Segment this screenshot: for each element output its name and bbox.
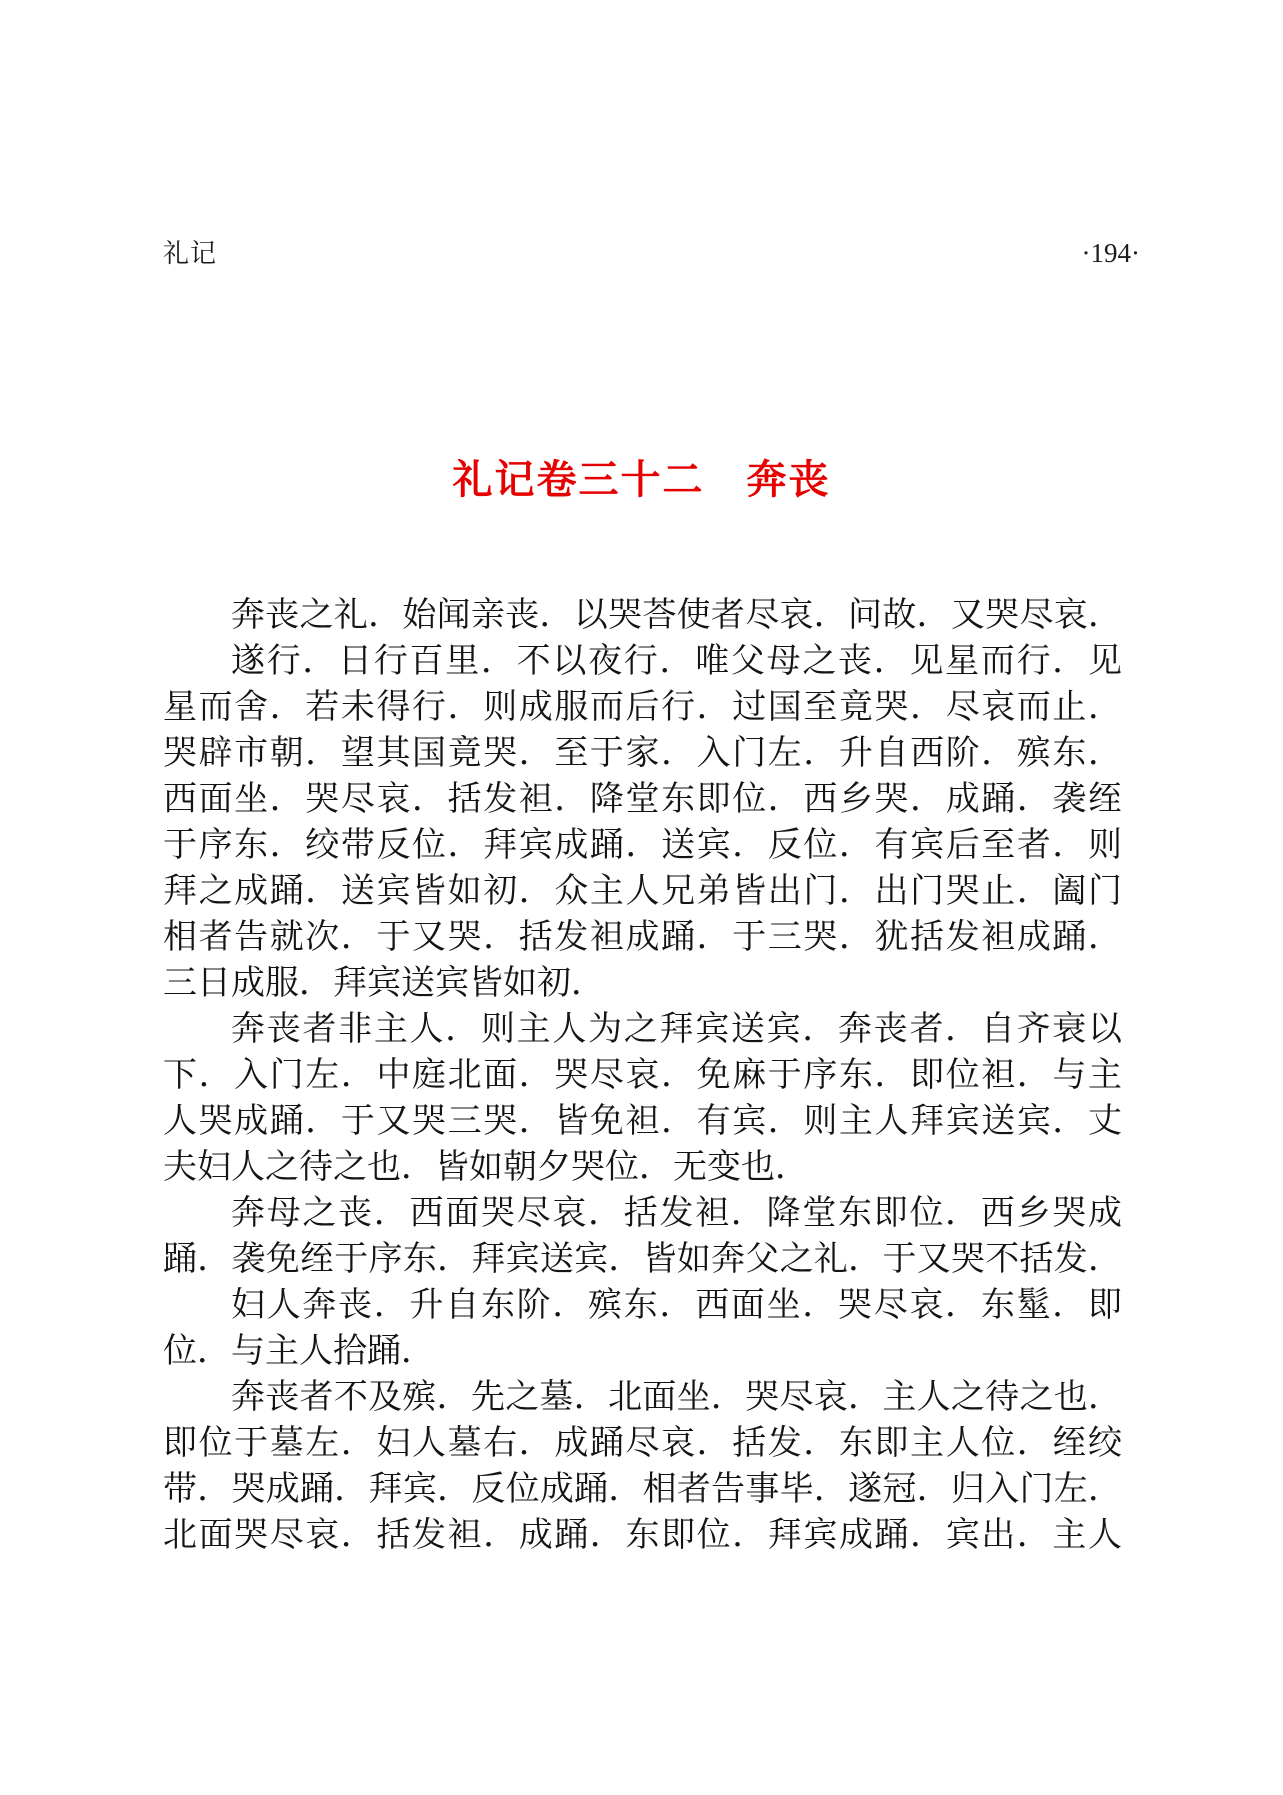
text-line: 星而舍．若未得行．则成服而后行．过国至竟哭．尽哀而止． xyxy=(163,689,1122,726)
text-line: 拜之成踊．送宾皆如初．众主人兄弟皆出门．出门哭止．阖门 xyxy=(163,873,1122,910)
page-number: ·194· xyxy=(1081,238,1140,268)
text-line: 遂行．日行百里．不以夜行．唯父母之丧．见星而行．见 xyxy=(231,643,1122,680)
text-line: 下．入门左．中庭北面．哭尽哀．免麻于序东．即位袒．与主 xyxy=(163,1057,1122,1094)
text-line: 踊．袭免绖于序东．拜宾送宾．皆如奔父之礼．于又哭不括发． xyxy=(163,1241,1122,1278)
book-title: 礼记 xyxy=(163,239,218,268)
text-line: 夫妇人之待之也．皆如朝夕哭位．无变也． xyxy=(163,1149,809,1186)
body-text xyxy=(163,593,1122,1559)
text-line: 即位于墓左．妇人墓右．成踊尽哀．括发．东即主人位．绖绞 xyxy=(163,1425,1122,1462)
text-line: 三日成服．拜宾送宾皆如初． xyxy=(163,965,605,1002)
text-line: 奔丧者非主人．则主人为之拜宾送宾．奔丧者．自齐衰以 xyxy=(231,1011,1122,1048)
chapter-title: 礼记卷三十二 奔丧 xyxy=(452,457,831,502)
text-line: 哭辟市朝．望其国竟哭．至于家．入门左．升自西阶．殡东． xyxy=(163,735,1122,772)
text-line: 带．哭成踊．拜宾．反位成踊．相者告事毕．遂冠．归入门左． xyxy=(163,1471,1122,1508)
text-line: 妇人奔丧．升自东阶．殡东．西面坐．哭尽哀．东髽．即 xyxy=(231,1287,1122,1324)
text-line: 奔母之丧．西面哭尽哀．括发袒．降堂东即位．西乡哭成 xyxy=(231,1195,1122,1232)
text-line: 于序东．绞带反位．拜宾成踊．送宾．反位．有宾后至者．则 xyxy=(163,827,1122,864)
text-line: 西面坐．哭尽哀．括发袒．降堂东即位．西乡哭．成踊．袭绖 xyxy=(163,781,1122,818)
text-line: 奔丧之礼．始闻亲丧．以哭荅使者尽哀．问故．又哭尽哀． xyxy=(231,597,1122,634)
text-line: 人哭成踊．于又哭三哭．皆免袒．有宾．则主人拜宾送宾．丈 xyxy=(163,1103,1122,1140)
text-line: 相者告就次．于又哭．括发袒成踊．于三哭．犹括发袒成踊． xyxy=(163,919,1122,956)
text-line: 奔丧者不及殡．先之墓．北面坐．哭尽哀．主人之待之也． xyxy=(231,1379,1122,1416)
page-header xyxy=(0,0,1283,269)
text-line: 位．与主人拾踊． xyxy=(163,1333,435,1370)
text-line: 北面哭尽哀．括发袒．成踊．东即位．拜宾成踊．宾出．主人 xyxy=(163,1517,1122,1554)
